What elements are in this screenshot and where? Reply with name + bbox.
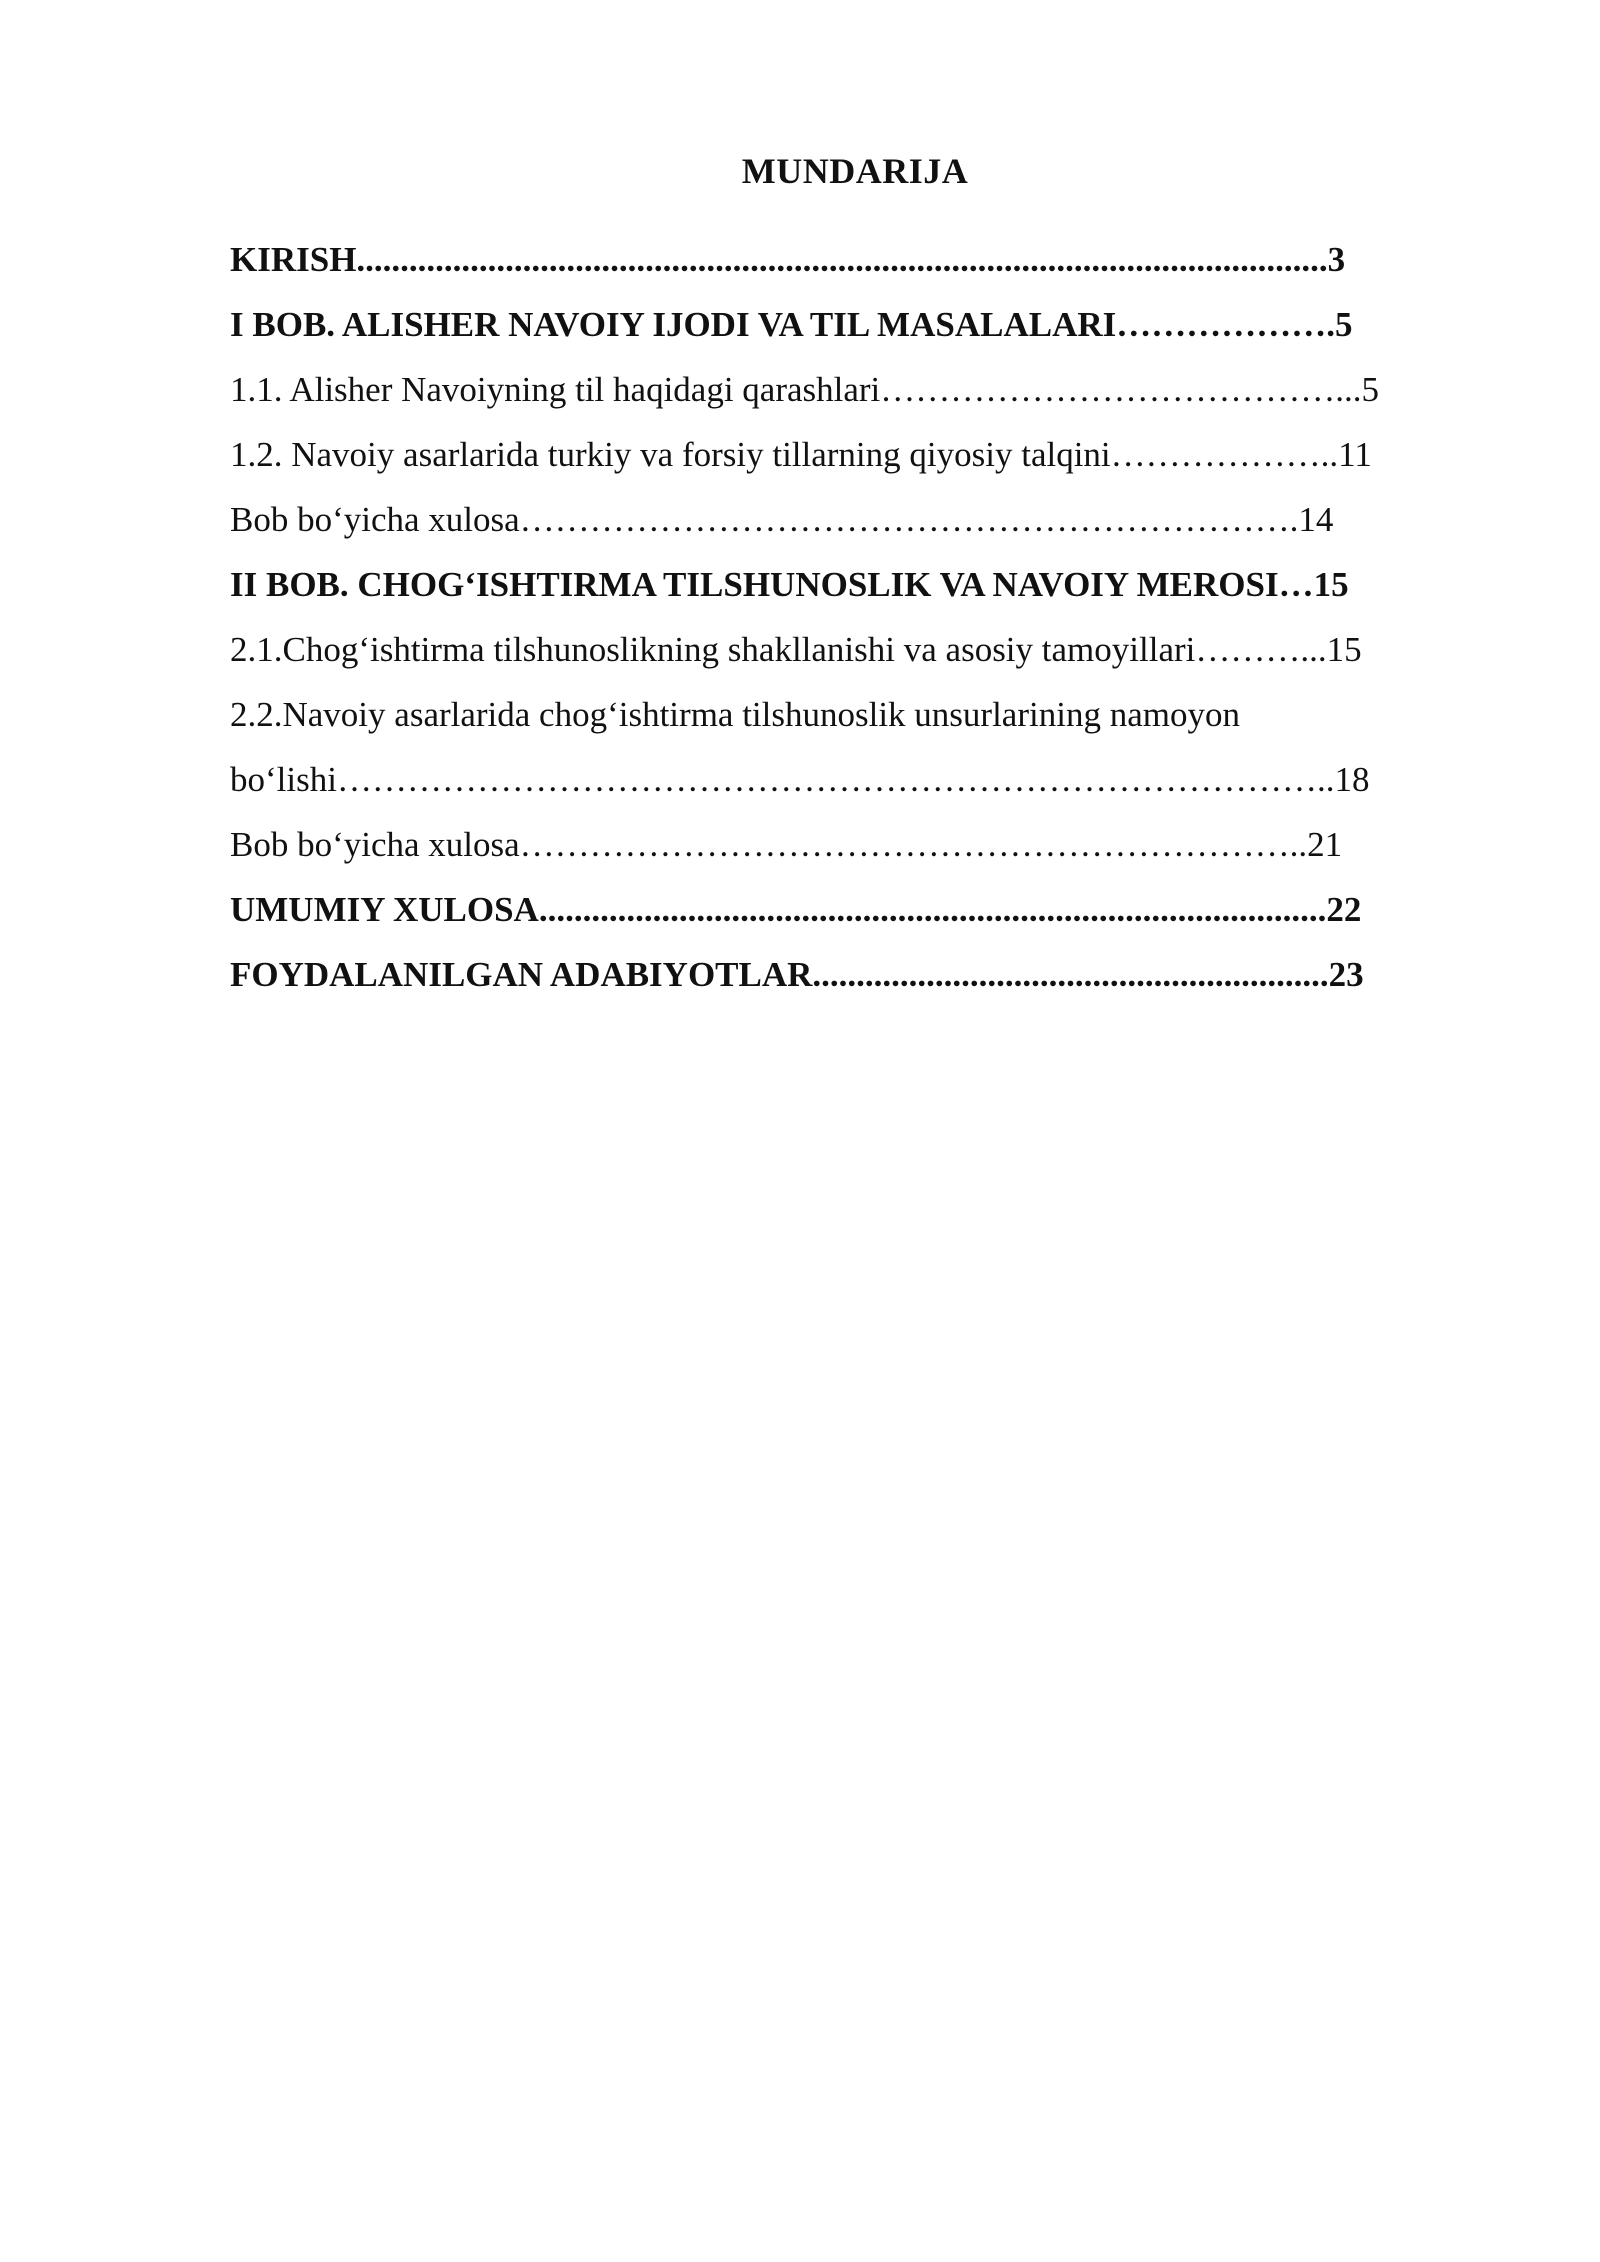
toc-entry-chapter-2: II BOB. CHOG‘ISHTIRMA TILSHUNOSLIK VA NAVOIY MEROSI…15: [230, 565, 1349, 604]
toc-entry-chapter-2-summary: Bob bo‘yicha xulosa…………………………………………………………..21: [230, 825, 1343, 864]
toc-entry-references: FOYDALANILGAN ADABIYOTLAR...........................................................23: [230, 955, 1364, 994]
toc-entry-chapter-1-summary: Bob bo‘yicha xulosa………………………………………………………….14: [230, 500, 1334, 539]
toc-entry-2-1: 2.1.Chog‘ishtirma tilshunoslikning shakllanishi va asosiy tamoyillari………...15: [230, 630, 1362, 669]
toc-entry-kirish: KIRISH...............................................................................................................3: [230, 240, 1346, 279]
toc-entry-2-2: 2.2.Navoiy asarlarida chog‘ishtirma tilshunoslik unsurlarining namoyon: [230, 695, 1240, 734]
toc-entry-conclusion: UMUMIY XULOSA..........................................................................................22: [230, 890, 1362, 929]
toc-entry-2-2-continuation: bo‘lishi…………………………………………………………………………..18: [230, 760, 1370, 799]
page-title: MUNDARIJA: [741, 151, 969, 191]
toc-entry-1-2: 1.2. Navoiy asarlarida turkiy va forsiy tillarning qiyosiy talqini………………..11: [230, 435, 1372, 474]
toc-entry-chapter-1: I BOB. ALISHER NAVOIY IJODI VA TIL MASALALARI……………….5: [230, 305, 1353, 344]
toc-entry-1-1: 1.1. Alisher Navoiyning til haqidagi qarashlari…………………………………...5: [230, 370, 1380, 409]
